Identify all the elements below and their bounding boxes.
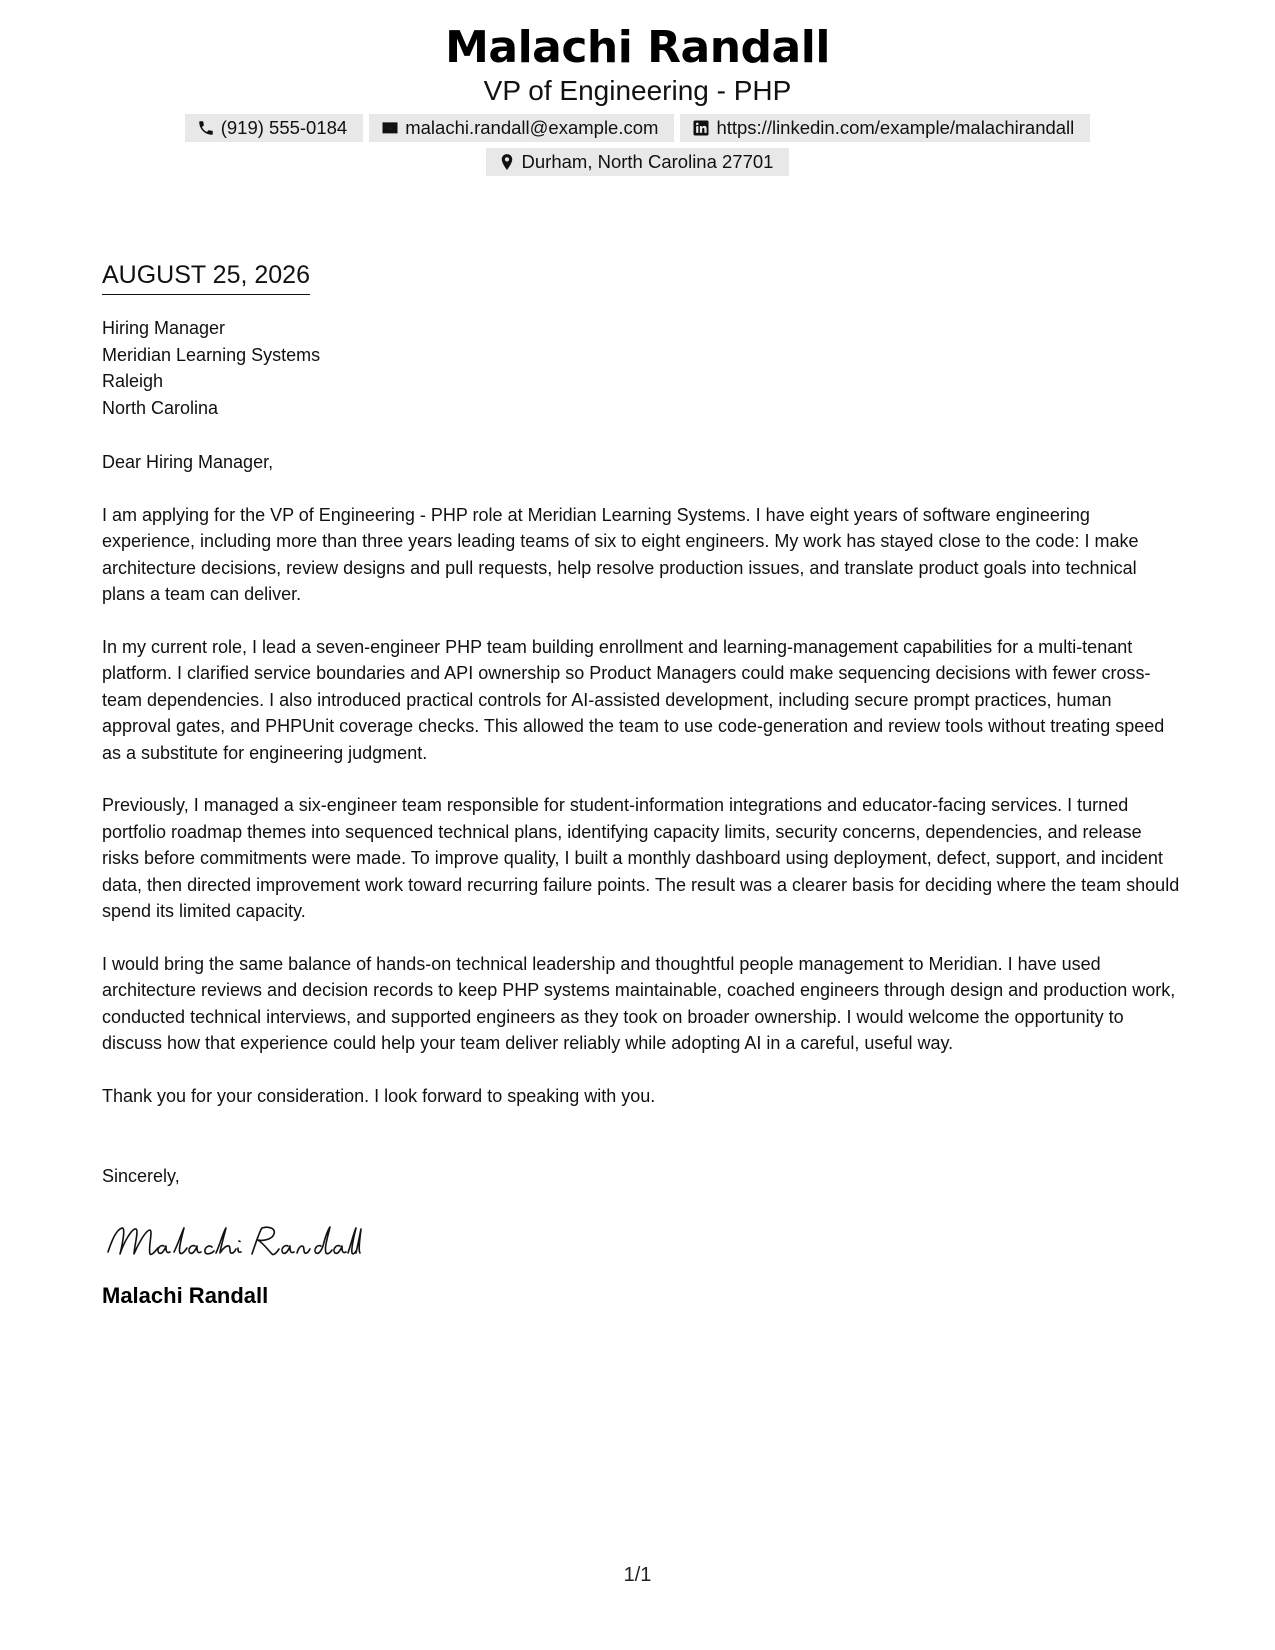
signature-image: [102, 1216, 362, 1266]
recipient-state: North Carolina: [102, 397, 219, 418]
contact-email: [369, 114, 674, 142]
recipient-city: Raleigh: [102, 371, 164, 391]
letter-body: [102, 260, 1182, 1310]
paragraph-1: I am applying for the VP of Engineering - PHP role at Meridian Learning Systems. I have eight years of software engineering experience, including more than three years leading teams of six to eight engineers. My work has stayed close to the code: I make architecture decisions, review designs and pull requests, help resolve production issues, and translate product goals into technical plans a team can deliver.: [102, 504, 1139, 604]
letter-date: AUGUST 25, 2026: [102, 260, 310, 295]
letter-header: [0, 22, 1275, 176]
signed-name: Malachi Randall: [102, 1282, 269, 1308]
envelope-icon: [381, 119, 399, 137]
page-number: 1/1: [623, 1564, 652, 1586]
paragraph-3: Previously, I managed a six-engineer team responsible for student-information integrations and educator-facing services. I turned portfolio roadmap themes into sequenced technical plans, identifying capacity limits, security concerns, dependencies, and release risks before commitments were made. To improve quality, I built a monthly dashboard using deployment, defect, support, and incident data, then directed improvement work toward recurring failure points. The result was a clearer basis for deciding where the team should spend its limited capacity.: [102, 795, 1180, 921]
salutation: Dear Hiring Manager,: [102, 452, 274, 472]
contact-row-2: [0, 148, 1275, 176]
contact-location-text: Durham, North Carolina 27701: [521, 151, 774, 172]
contact-location: [486, 148, 790, 176]
contact-phone-text: (919) 555-0184: [220, 117, 348, 138]
recipient-company: Meridian Learning Systems: [102, 344, 321, 365]
handwritten-signature: [102, 1216, 1182, 1266]
phone-icon: [197, 119, 215, 137]
linkedin-icon: [692, 119, 710, 137]
applicant-role: VP of Engineering - PHP: [483, 75, 792, 106]
contact-linkedin: [680, 114, 1090, 142]
paragraph-2: In my current role, I lead a seven-engineer PHP team building enrollment and learning-management capabilities for a multi-tenant platform. I clarified service boundaries and API ownership so Product Managers could make sequencing decisions with fewer cross-team dependencies. I also introduced practical controls for AI-assisted development, including secure prompt practices, human approval gates, and PHPUnit coverage checks. This allowed the team to use code-generation and review tools without treating speed as a substitute for engineering judgment.: [102, 636, 1165, 763]
contact-phone: [185, 114, 364, 142]
map-pin-icon: [498, 153, 516, 171]
signoff: Sincerely,: [102, 1166, 180, 1186]
applicant-name: Malachi Randall: [445, 22, 830, 73]
paragraph-4: I would bring the same balance of hands-on technical leadership and thoughtful people management to Meridian. I have used architecture reviews and decision records to keep PHP systems maintainable, coached engineers through design and production work, conducted technical interviews, and supported engineers as they took on broader ownership. I would welcome the opportunity to discuss how that experience could help your team deliver reliably while adopting AI in a careful, useful way.: [102, 953, 1176, 1053]
recipient-block: [102, 315, 1182, 421]
contact-email-text: malachi.randall@example.com: [405, 117, 659, 138]
contact-linkedin-text: https://linkedin.com/example/malachirandall: [716, 117, 1075, 138]
closing-line: Thank you for your consideration. I look forward to speaking with you.: [102, 1085, 656, 1106]
contact-row-1: [0, 114, 1275, 142]
recipient-title: Hiring Manager: [102, 318, 226, 338]
